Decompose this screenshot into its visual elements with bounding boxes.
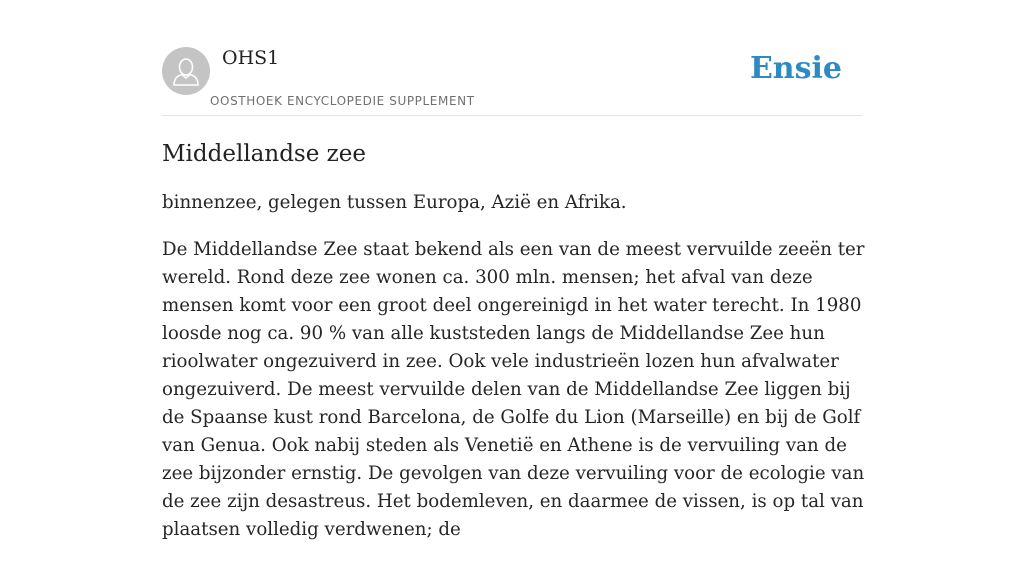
article-paragraph: De Middellandse Zee staat bekend als een van de meest vervuilde zeeën ter wereld. Rond deze zee wonen ca. 300 mln. mensen; het afval van deze mensen komt voor een groot deel ongereinigd in het water terecht. In 1980 loosde nog ca. 90 % van alle kuststeden langs de Middellandse Zee hun rioolwater ongezuiverd in zee. Ook vele industrieën lozen hun afvalwater ongezuiverd. De meest vervuilde delen van de Middellandse Zee liggen bij de Spaanse kust rond Barcelona, de Golfe du Lion (Marseille) en bij de Golf van Genua. Ook nabij steden als Venetië en Athene is de vervuiling van de zee bijzonder ernstig. De gevolgen van deze vervuiling voor de ecologie van de zee zijn desastreus. Het bodemleven, en daarmee de vissen, is op tal van plaatsen volledig verdwenen; de — [162, 239, 865, 540]
user-silhouette-icon — [162, 47, 210, 95]
ensie-logo-link[interactable]: Ensie — [749, 51, 842, 86]
author-name[interactable]: OHS1 — [222, 47, 280, 69]
article-header — [162, 0, 862, 116]
avatar[interactable] — [162, 47, 210, 95]
article-title: Middellandse zee — [162, 141, 366, 167]
article-paragraph: binnenzee, gelegen tussen Europa, Azië en Afrika. — [162, 192, 627, 213]
article-content — [162, 138, 870, 563]
source-label[interactable]: OOSTHOEK ENCYCLOPEDIE SUPPLEMENT — [210, 94, 475, 108]
